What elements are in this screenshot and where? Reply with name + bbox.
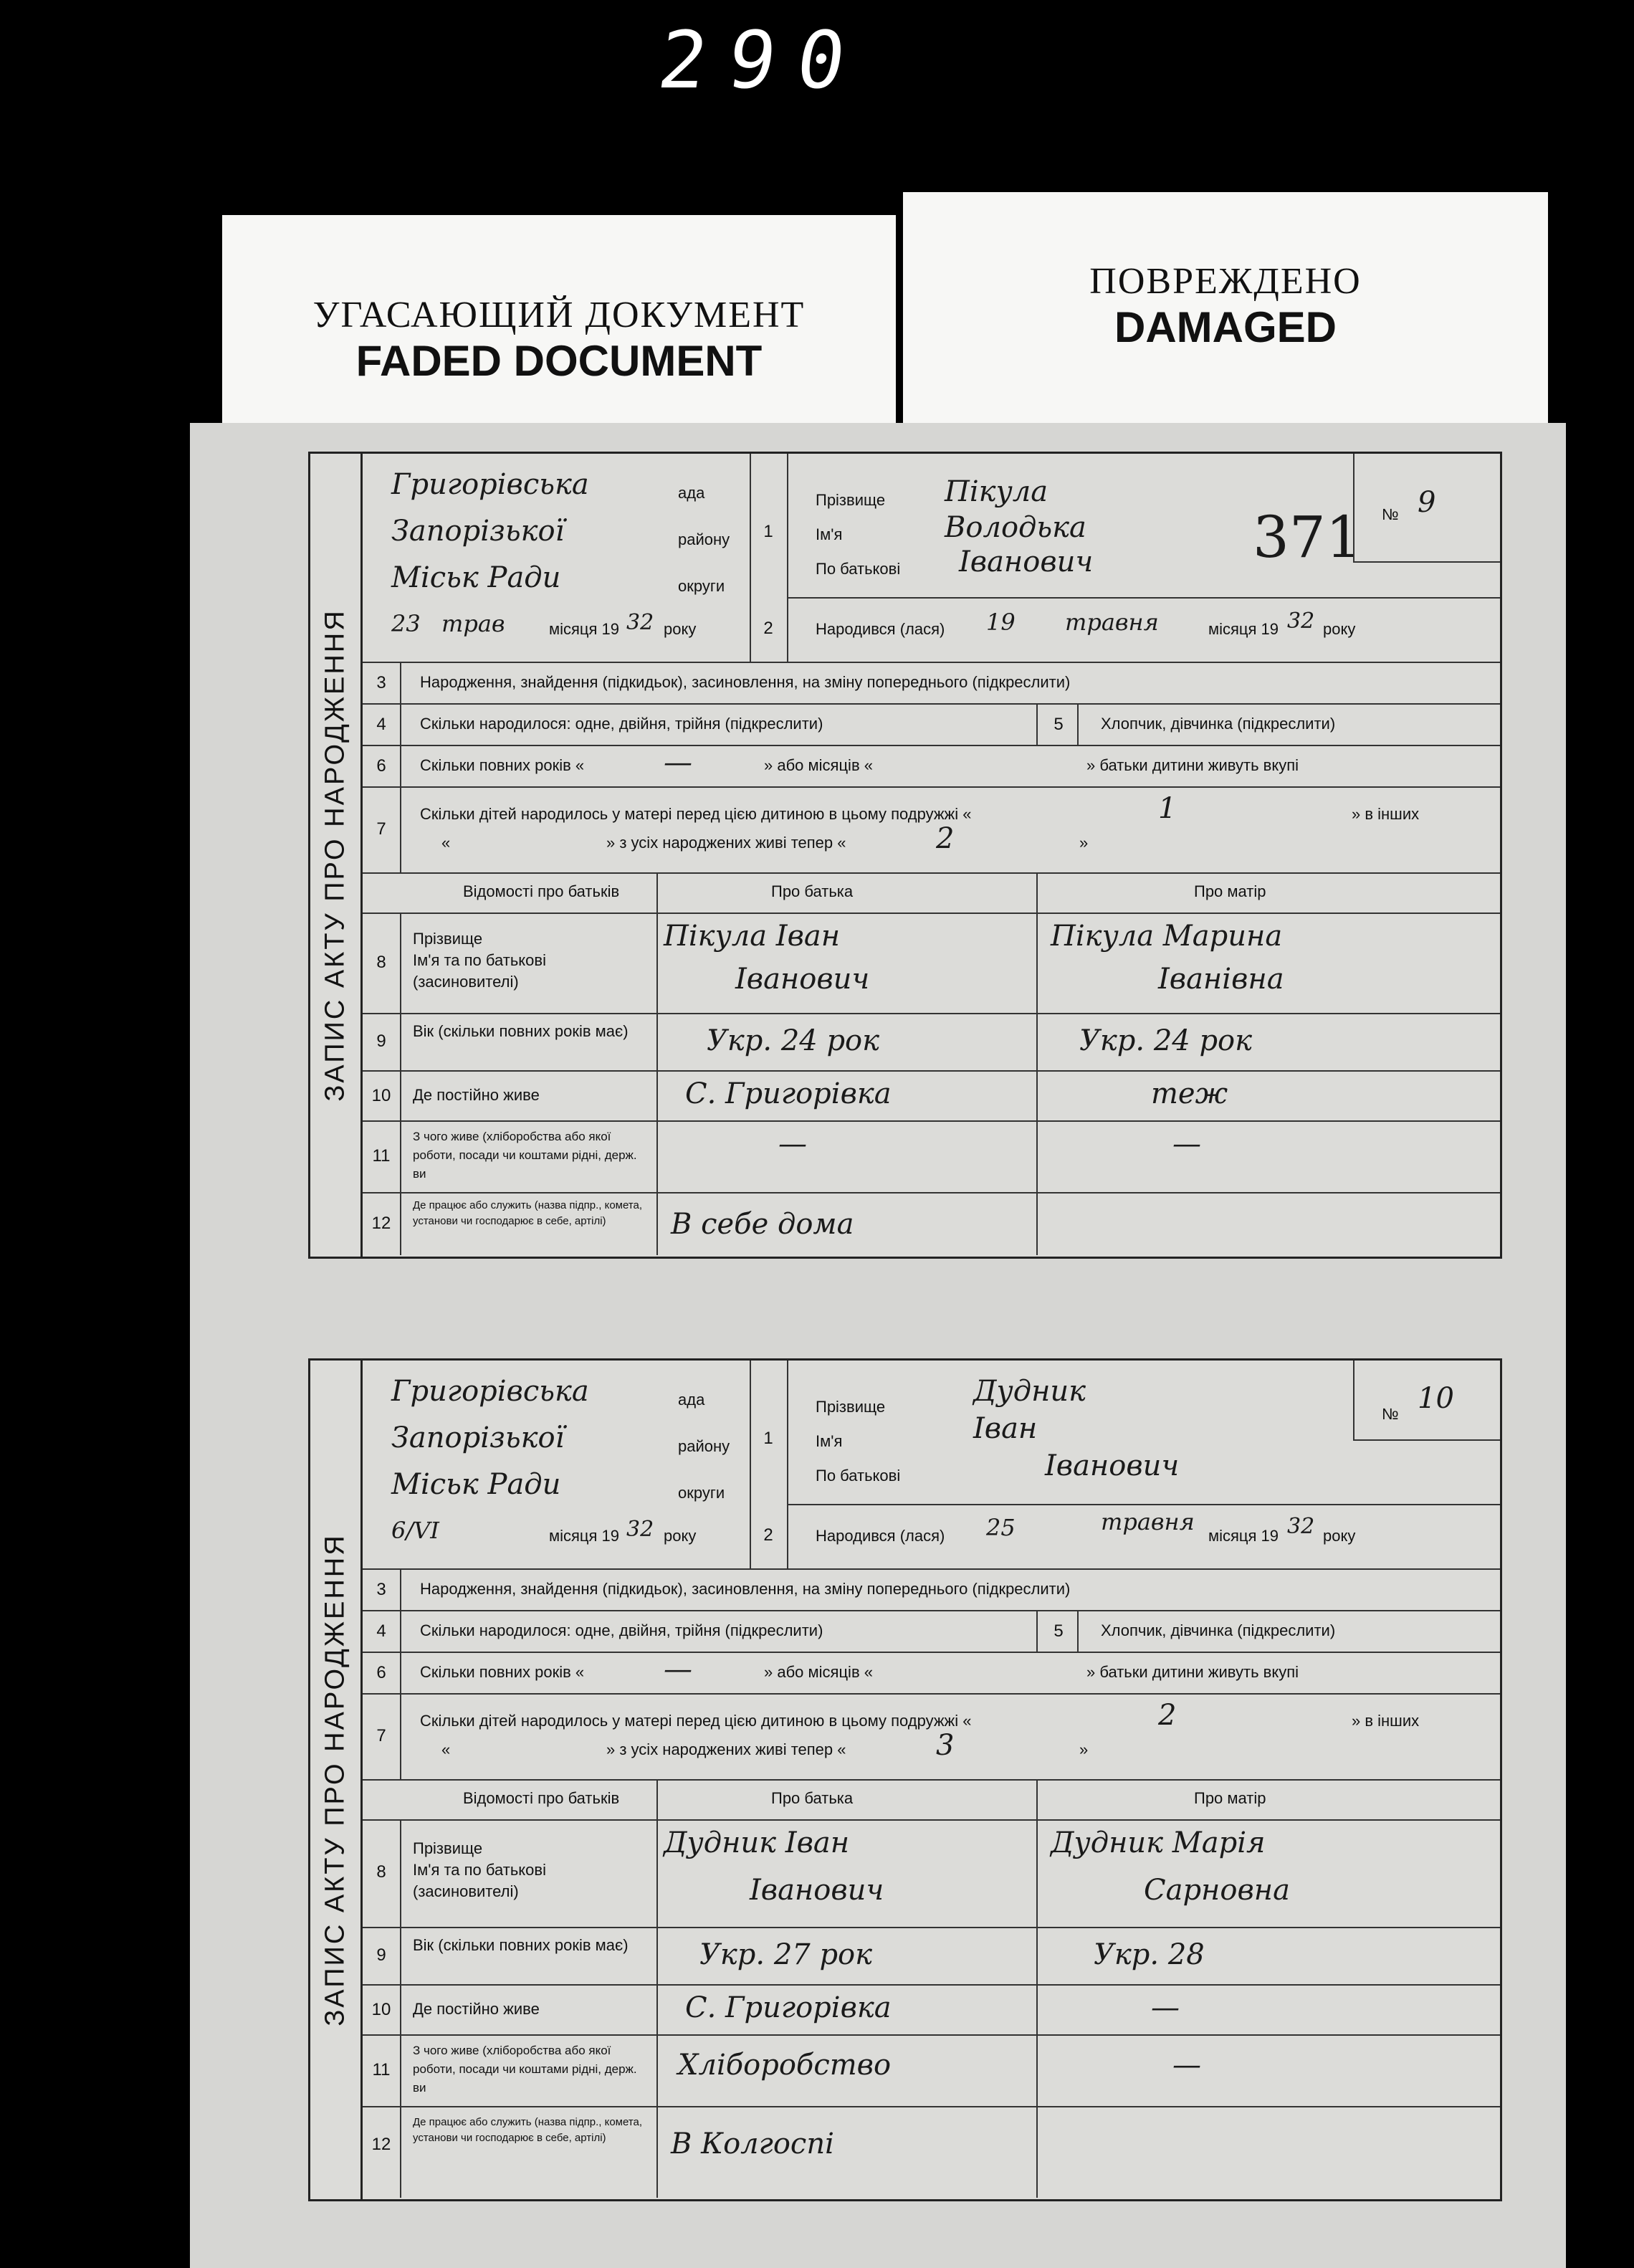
row-3-text: Народження, знайдення (підкидьок), засиновлення, на зміну попереднього (підкреслити)	[420, 673, 1071, 691]
mother-residence: —	[1151, 1991, 1180, 2024]
row-7-text-d: » з усіх народжених живі тепер «	[606, 834, 846, 852]
mother-name-2: Іванівна	[1158, 963, 1284, 996]
father-name-2: Іванович	[750, 1874, 884, 1907]
row-num-2: 2	[763, 619, 773, 638]
record-number: 10	[1418, 1382, 1454, 1415]
card-side-title: ЗАПИС АКТУ ПРО НАРОДЖЕННЯ	[310, 1361, 363, 2199]
birth-month-label: місяця 19	[1208, 1527, 1279, 1545]
birth-month-label: місяця 19	[1208, 620, 1279, 638]
row-4-5: 4 Скільки народилося: одне, двійня, трійня (підкреслити) 5 Хлопчик, дівчинка (підкреслити)	[363, 1610, 1500, 1653]
raion-value: Запорізької	[391, 1421, 565, 1454]
okruga-label: округи	[678, 1484, 725, 1502]
okruga-value: Міськ Ради	[391, 1468, 561, 1501]
row-6-text-a: Скільки повних років «	[420, 756, 585, 774]
okruga-value: Міськ Ради	[391, 561, 561, 594]
born-label: Народився (лася)	[816, 1527, 945, 1545]
reg-year-label: року	[664, 1527, 697, 1545]
birth-year-label: року	[1323, 1527, 1356, 1545]
surname-label: Прізвище	[816, 1398, 886, 1416]
raion-value: Запорізької	[391, 515, 565, 548]
patronymic-value: Іванович	[1045, 1449, 1180, 1482]
row-12-label: Де працює або служить (назва підпр., комета, установи чи господарює в себе, артілі)	[413, 2116, 643, 2144]
father-age: Укр. 27 рок	[699, 1938, 873, 1971]
header-maty: Про матір	[1194, 882, 1266, 900]
row-5-text: Хлопчик, дівчинка (підкреслити)	[1101, 1621, 1336, 1639]
mother-name-1: Пікула Марина	[1051, 920, 1283, 953]
row-11: 11 З чого живе (хліборобства або якої роботи, посади чи коштами рідні, держ. ви Хліборобство —	[363, 2034, 1500, 2107]
row-num-1: 1	[763, 1429, 773, 1448]
name-value: Іван	[973, 1412, 1038, 1445]
reg-year-label: року	[664, 620, 697, 638]
father-residence: С. Григорівка	[685, 1077, 892, 1110]
rada-value: Григорівська	[391, 1375, 589, 1408]
parents-header	[363, 872, 1500, 914]
row-10-label: Де постійно живе	[413, 2000, 540, 2018]
raion-label: району	[678, 530, 730, 548]
row-4-5: 4 Скільки народилося: одне, двійня, трійня (підкреслити) 5 Хлопчик, дівчинка (підкреслити)	[363, 703, 1500, 746]
mother-residence: теж	[1151, 1077, 1228, 1110]
margin-note: 371	[1253, 504, 1362, 571]
birth-record-card-1	[308, 452, 1502, 1259]
rada-label: ада	[678, 1391, 705, 1409]
okruga-label: округи	[678, 577, 725, 595]
row-7-text-a: Скільки дітей народилось у матері перед цією дитиною в цьому подружжі «	[420, 1712, 972, 1730]
row-num-1: 1	[763, 522, 773, 541]
name-block	[787, 454, 1500, 599]
row-5-text: Хлопчик, дівчинка (підкреслити)	[1101, 715, 1336, 733]
row-6: 6 Скільки повних років « — » або місяців « » батьки дитини живуть вкупі	[363, 1652, 1500, 1695]
row-10-label: Де постійно живе	[413, 1086, 540, 1104]
row-7-text-d: » з усіх народжених живі тепер «	[606, 1740, 846, 1758]
row-4-text: Скільки народилося: одне, двійня, трійня (підкреслити)	[420, 1621, 823, 1639]
row-8-label: Прізвище Ім'я та по батькові (засиновителі)	[413, 1839, 546, 1900]
father-occupation: Хліборобство	[678, 2049, 892, 2082]
years-together: —	[664, 1653, 692, 1686]
row-8: 8 Прізвище Ім'я та по батькові (засиновителі) Пікула Іван Іванович Пікула Марина Іванівна	[363, 913, 1500, 1014]
row-6-text-c: » батьки дитини живуть вкупі	[1086, 756, 1299, 774]
row-11-label: З чого живе (хліборобства або якої роботи, посади чи коштами рідні, держ. ви	[413, 2044, 637, 2095]
header-maty: Про матір	[1194, 1789, 1266, 1807]
birth-year: 32	[1287, 1514, 1315, 1539]
years-together: —	[664, 746, 692, 779]
mother-name-2: Сарновна	[1144, 1874, 1290, 1907]
row-7-text-b: » в інших	[1352, 805, 1420, 823]
reg-year: 32	[626, 610, 654, 635]
birth-year-label: року	[1323, 620, 1356, 638]
birth-day: 25	[986, 1514, 1016, 1541]
row-7-text-e: »	[1079, 1740, 1089, 1758]
children-before: 2	[1158, 1699, 1177, 1732]
surname-value: Пікула	[945, 475, 1048, 508]
reg-month-label: місяця 19	[549, 620, 620, 638]
damaged-label	[903, 192, 1548, 423]
row-7: 7 Скільки дітей народилось у матері перед цією дитиною в цьому подружжі « 1 » в інших « » з усіх народжених живі тепер « 2 »	[363, 786, 1500, 874]
header-vidomosti: Відомості про батьків	[463, 1789, 620, 1807]
father-occupation: —	[778, 1128, 807, 1161]
reg-day: 6/VI	[391, 1517, 439, 1544]
record-number: 9	[1418, 486, 1436, 519]
rada-label: ада	[678, 484, 705, 502]
raion-label: району	[678, 1437, 730, 1455]
father-work: В себе дома	[671, 1208, 854, 1241]
name-value: Володька	[945, 511, 1086, 544]
row-6-text-a: Скільки повних років «	[420, 1663, 585, 1681]
row-6-text-b: » або місяців «	[764, 756, 873, 774]
card-grid	[363, 454, 1500, 1257]
number-label: №	[1382, 505, 1399, 523]
number-label: №	[1382, 1405, 1399, 1423]
father-residence: С. Григорівка	[685, 1991, 892, 2024]
row-7-text-e: »	[1079, 834, 1089, 852]
row-7: 7 Скільки дітей народилось у матері перед цією дитиною в цьому подружжі « 2 » в інших « » з усіх народжених живі тепер « 3 »	[363, 1693, 1500, 1781]
name-label: Ім'я	[816, 525, 843, 543]
card-grid	[363, 1361, 1500, 2199]
row-6: 6 Скільки повних років « — » або місяців « » батьки дитини живуть вкупі	[363, 745, 1500, 788]
row-12: 12 Де працює або служить (назва підпр., комета, установи чи господарює в себе, артілі) В Колгоспі	[363, 2106, 1500, 2198]
row-num-2: 2	[763, 1525, 773, 1545]
father-name-2: Іванович	[735, 963, 870, 996]
row-6-text-c: » батьки дитини живуть вкупі	[1086, 1663, 1299, 1681]
father-name-1: Дудник Іван	[664, 1826, 850, 1859]
header-block	[363, 1361, 1500, 1570]
document-page	[190, 423, 1566, 2268]
header-vidomosti: Відомості про батьків	[463, 882, 620, 900]
mother-occupation: —	[1172, 2049, 1201, 2082]
header-block	[363, 454, 1500, 663]
row-7-text-c: «	[441, 834, 451, 852]
header-batko: Про батька	[771, 1789, 854, 1807]
row-12-label: Де працює або служить (назва підпр., комета, установи чи господарює в себе, артілі)	[413, 1199, 643, 1227]
birth-record-card-2	[308, 1358, 1502, 2201]
birth-year: 32	[1287, 609, 1315, 634]
row-3: 3 Народження, знайдення (підкидьок), засиновлення, на зміну попереднього (підкреслити)	[363, 662, 1500, 705]
faded-label-ru: УГАСАЮЩИЙ ДОКУМЕНТ	[312, 295, 806, 335]
rada-value: Григорівська	[391, 468, 589, 501]
row-11-label: З чого живе (хліборобства або якої роботи, посади чи коштами рідні, держ. ви	[413, 1130, 637, 1181]
reg-day: 23	[391, 610, 421, 637]
reg-month: трав	[441, 610, 505, 637]
father-name-1: Пікула Іван	[664, 920, 841, 953]
children-before: 1	[1158, 792, 1177, 825]
row-3-text: Народження, знайдення (підкидьок), засиновлення, на зміну попереднього (підкреслити)	[420, 1580, 1071, 1598]
patronymic-label: По батькові	[816, 560, 901, 578]
row-9: 9 Вік (скільки повних років має) Укр. 24 рок Укр. 24 рок	[363, 1013, 1500, 1072]
father-work: В Колгоспі	[671, 2128, 834, 2160]
faded-label-en: FADED DOCUMENT	[355, 337, 763, 385]
row-4-text: Скільки народилося: одне, двійня, трійня (підкреслити)	[420, 715, 823, 733]
row-9-label: Вік (скільки повних років має)	[413, 1022, 629, 1040]
birth-month: травня	[1101, 1508, 1195, 1535]
faded-document-label	[222, 215, 896, 423]
reg-month-label: місяця 19	[549, 1527, 620, 1545]
row-10: 10 Де постійно живе С. Григорівка —	[363, 1984, 1500, 2036]
reg-year: 32	[626, 1517, 654, 1542]
children-alive: 3	[936, 1729, 955, 1762]
mother-age: Укр. 24 рок	[1079, 1024, 1253, 1057]
parents-header	[363, 1779, 1500, 1821]
surname-value: Дудник	[973, 1375, 1086, 1408]
born-label: Народився (лася)	[816, 620, 945, 638]
row-9-label: Вік (скільки повних років має)	[413, 1936, 629, 1954]
archive-stamp: 290	[653, 14, 873, 106]
damaged-label-en: DAMAGED	[1114, 303, 1337, 351]
row-10: 10 Де постійно живе С. Григорівка теж	[363, 1070, 1500, 1122]
row-8: 8 Прізвище Ім'я та по батькові (засиновителі) Дудник Іван Іванович Дудник Марія Сарновна	[363, 1819, 1500, 1928]
damaged-label-ru: ПОВРЕЖДЕНО	[1089, 261, 1362, 302]
mother-occupation: —	[1172, 1128, 1201, 1161]
row-7-text-b: » в інших	[1352, 1712, 1420, 1730]
row-6-text-b: » або місяців «	[764, 1663, 873, 1681]
row-9: 9 Вік (скільки повних років має) Укр. 27 рок Укр. 28	[363, 1927, 1500, 1986]
mother-age: Укр. 28	[1094, 1938, 1205, 1971]
children-alive: 2	[936, 822, 955, 855]
row-11: 11 З чого живе (хліборобства або якої роботи, посади чи коштами рідні, держ. ви — —	[363, 1120, 1500, 1193]
row-8-label: Прізвище Ім'я та по батькові (засиновителі)	[413, 930, 546, 991]
patronymic-value: Іванович	[959, 545, 1094, 578]
header-batko: Про батька	[771, 882, 854, 900]
surname-label: Прізвище	[816, 491, 886, 509]
name-block	[787, 1361, 1500, 1505]
birth-month: травня	[1065, 609, 1159, 636]
father-age: Укр. 24 рок	[707, 1024, 880, 1057]
row-12: 12 Де працює або служить (назва підпр., комета, установи чи господарює в себе, артілі) В себе дома	[363, 1192, 1500, 1255]
row-7-text-c: «	[441, 1740, 451, 1758]
name-label: Ім'я	[816, 1432, 843, 1450]
mother-name-1: Дудник Марія	[1051, 1826, 1266, 1859]
row-7-text-a: Скільки дітей народилось у матері перед цією дитиною в цьому подружжі «	[420, 805, 972, 823]
card-side-title: ЗАПИС АКТУ ПРО НАРОДЖЕННЯ	[310, 454, 363, 1257]
patronymic-label: По батькові	[816, 1467, 901, 1485]
birth-day: 19	[986, 609, 1016, 636]
row-3: 3 Народження, знайдення (підкидьок), засиновлення, на зміну попереднього (підкреслити)	[363, 1568, 1500, 1611]
